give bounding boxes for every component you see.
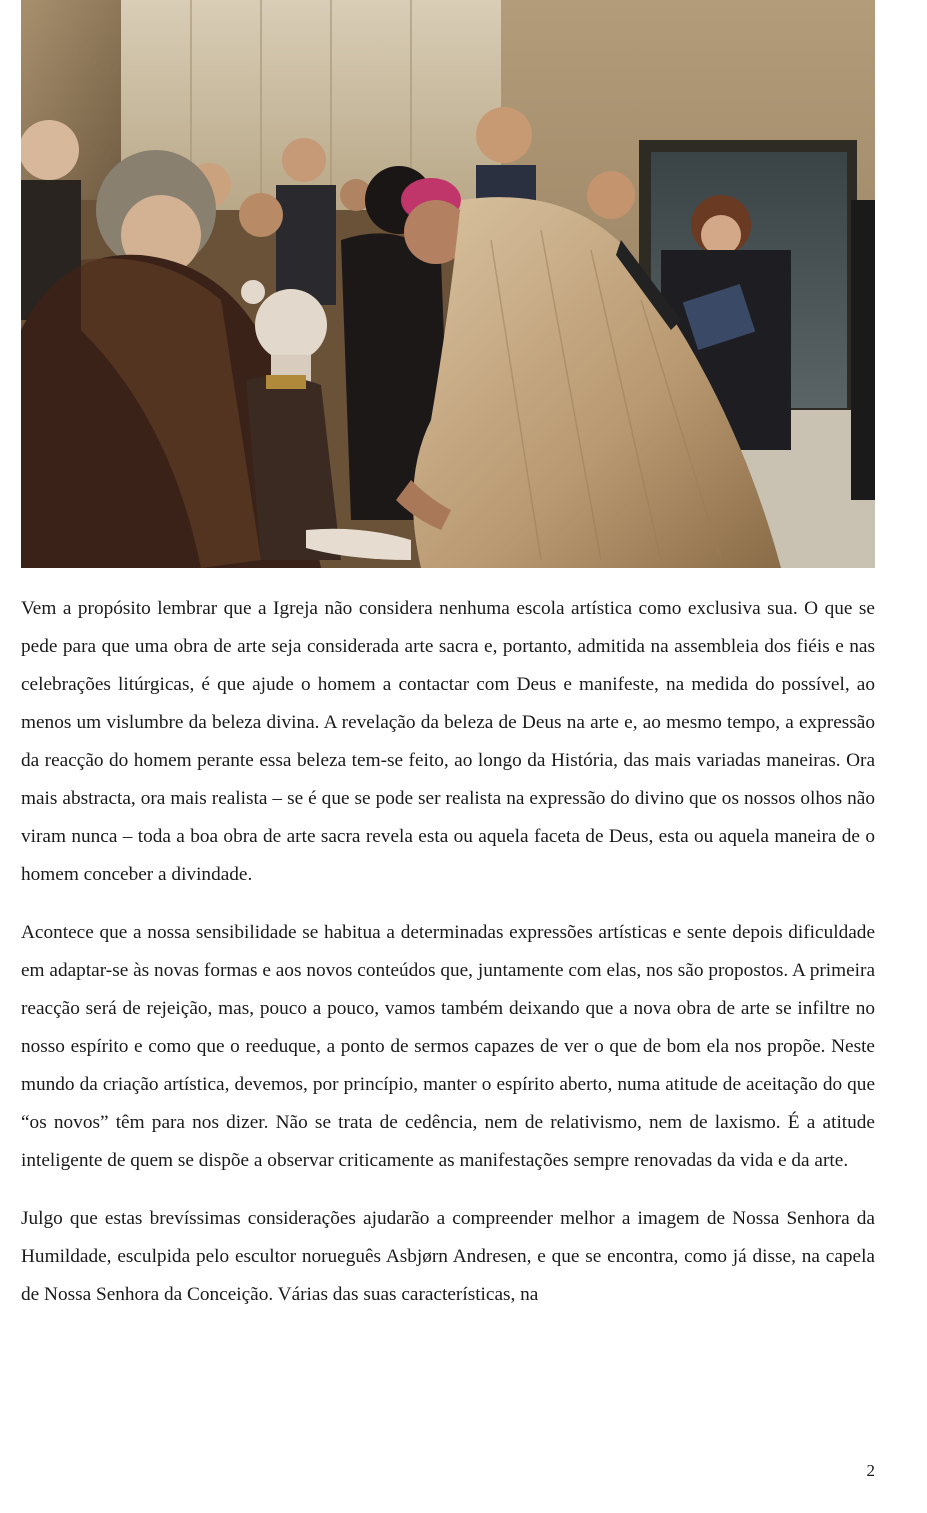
page-number: 2 — [866, 1461, 875, 1480]
paragraph-2: Acontece que a nossa sensibilidade se habitua a determinadas expressões artísticas e sente depois dificuldade em adaptar-se às novas formas e aos novos conteúdos que, juntamente com elas, nos são propostos. A primeira reacção será de rejeição, mas, pouco a pouco, vamos também deixando que a nova obra de arte se infiltre no nosso espírito e como que o reeduque, a ponto de sermos capazes de ver o que de bom ela nos propõe. Neste mundo da criação artística, devemos, por princípio, manter o espírito aberto, numa atitude de aceitação do que “os novos” têm para nos dizer. Não se trata de cedência, nem de relativismo, nem de laxismo. É a atitude inteligente de quem se dispõe a observar criticamente as manifestações sempre renovadas da vida e da arte. — [21, 922, 875, 1171]
paragraph-1: Vem a propósito lembrar que a Igreja não considera nenhuma escola artística como exclusiva sua. O que se pede para que uma obra de arte seja considerada arte sacra e, portanto, admitida na assembleia dos fiéis e nas celebrações litúrgicas, é que ajude o homem a contactar com Deus e manifeste, na medida do possível, ao menos um vislumbre da beleza divina. A revelação da beleza de Deus na arte e, ao mesmo tempo, a expressão da reacção do homem perante essa beleza tem-se feito, ao longo da História, das mais variadas maneiras. Ora mais abstracta, ora mais realista – se é que se pode ser realista na expressão do divino que os nossos olhos não viram nunca – toda a boa obra de arte sacra revela esta ou aquela faceta de Deus, esta ou aquela maneira de o homem conceber a divindade. — [21, 598, 875, 885]
photo-ceremony-scene-icon — [21, 0, 875, 568]
paragraph-3: Julgo que estas brevíssimas considerações ajudarão a compreender melhor a imagem de Nossa Senhora da Humildade, esculpida pelo escultor norueguês Asbjørn Andresen, e que se encontra, como já disse, na capela de Nossa Senhora da Conceição. Várias das suas características, na — [21, 1208, 875, 1305]
ceremony-photo — [21, 0, 875, 568]
article-body — [21, 590, 875, 1334]
